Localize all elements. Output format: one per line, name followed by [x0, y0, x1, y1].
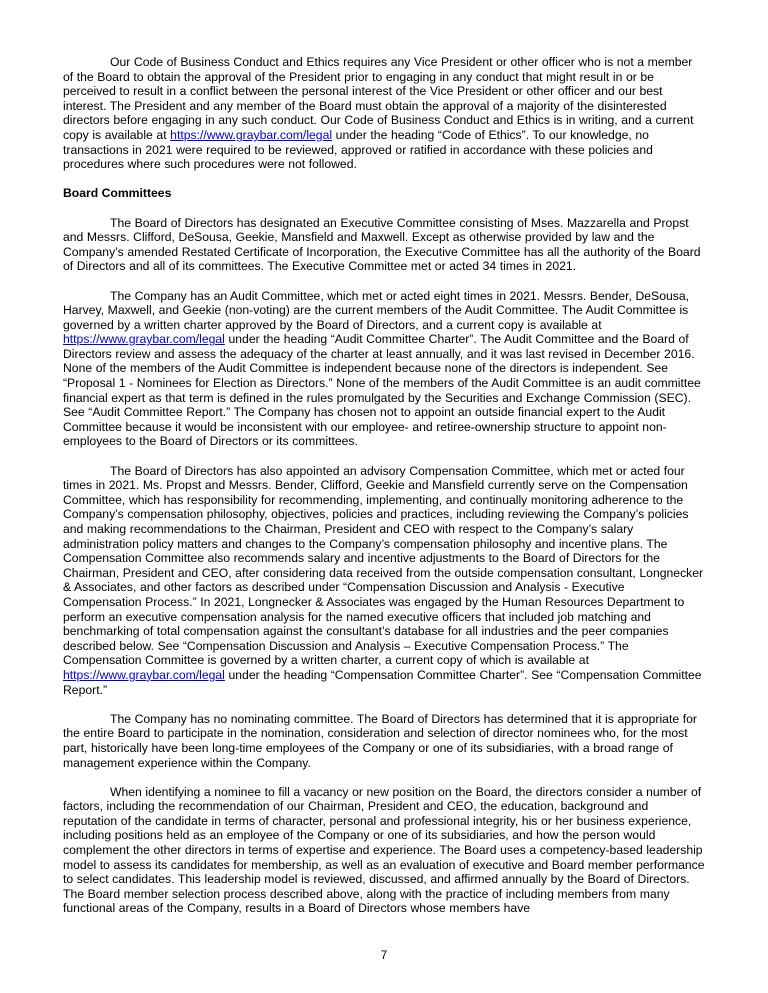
text-run: Our Code of Business Conduct and Ethics requires any Vice President or other officer who is not a member of the Board to obtain the approval of the President prior to engaging in any conduct that might result in or be perceived to result in a conflict between the personal interest of the Vice President or other officer and our best interest. The President and any member of the Board must obtain the approval of a majority of the disinterested directors before engaging in any such conduct. Our Code of Business Conduct and Ethics is in writing, and a current copy is available at	[63, 55, 694, 142]
page-number: 7	[380, 950, 388, 962]
text-run: under the heading “Audit Committee Charter”. The Audit Committee and the Board of Directors review and assess the adequacy of the charter at least annually, and it was last revised in December 2016. None of the members of the Audit Committee is independent because none of the directors is independent. See “Proposal 1 - Nominees for Election as Directors.” None of the members of the Audit Committee is an audit committee financial expert as that term is defined in the rules promulgated by the Securities and Exchange Commission (SEC). See “Audit Committee Report.” The Company has chosen not to appoint an outside financial expert to the Audit Committee because it would be inconsistent with our employee- and retiree-ownership structure to appoint non-employees to the Board of Directors or its committees.	[63, 332, 701, 449]
section-heading-board-committees: Board Committees	[63, 186, 172, 201]
text-run: The Company has an Audit Committee, which met or acted eight times in 2021. Messrs. Bender, DeSousa, Harvey, Maxwell, and Geekie (non-voting) are the current members of the Audit Committee. The Audit Committee is governed by a written charter approved by the Board of Directors, and a current copy is available at	[63, 288, 690, 332]
text-run: under the heading “Code of Ethics”. To our knowledge, no transactions in 2021 were required to be reviewed, approved or ratified in accordance with these policies and procedures where such procedures were not followed.	[63, 127, 653, 172]
graybar-legal-link[interactable]: https://www.graybar.com/legal	[170, 127, 333, 142]
graybar-legal-link[interactable]: https://www.graybar.com/legal	[63, 667, 225, 682]
paragraph-compensation-committee	[63, 464, 705, 698]
text-run: The Company has no nominating committee. The Board of Directors has determined that it is appropriate for the entire Board to participate in the nomination, consideration and selection of director nominees who, for the most part, historically have been long-time employees of the Company or one of its subsidiaries, with a broad range of management experience within the Company.	[63, 711, 697, 770]
paragraph-audit-committee	[63, 289, 705, 450]
graybar-legal-link[interactable]: https://www.graybar.com/legal	[63, 332, 225, 347]
paragraph-executive-committee	[63, 216, 705, 274]
paragraph-no-nominating-committee	[63, 712, 705, 770]
paragraph-code-of-ethics	[63, 55, 705, 172]
paragraph-nominee-identification	[63, 785, 705, 916]
text-run: The Board of Directors has also appointed an advisory Compensation Committee, which met or acted four times in 2021. Ms. Propst and Messrs. Bender, Clifford, Geekie and Mansfield currently serve on the Compensation Committee, which has responsibility for recommending, implementing, and continually monitoring adherence to the Company’s compensation philosophy, objectives, policies and practices, including reviewing the Company’s policies and making recommendations to the Chairman, President and CEO with respect to the Company’s salary administration policy matters and changes to the Company’s compensation philosophy and incentive plans. The Compensation Committee also recommends salary and incentive adjustments to the Board of Directors for the Chairman, President and CEO, after considering data received from the outside compensation consultant, Longnecker & Associates, and other factors as described under “Compensation Discussion and Analysis - Executive Compensation Process.” In 2021, Longnecker & Associates was engaged by the Human Resources Department to perform an executive compensation analysis for the named executive officers that included job matching and benchmarking of total compensation against the consultant’s database for all industries and the peer companies described below. See “Compensation Discussion and Analysis – Executive Compensation Process.” The Compensation Committee is governed by a written charter, a current copy of which is available at	[63, 463, 704, 668]
text-run: The Board of Directors has designated an Executive Committee consisting of Mses. Mazzarella and Propst and Messrs. Clifford, DeSousa, Geekie, Mansfield and Maxwell. Except as otherwise provided by law and the Company’s amended Restated Certificate of Incorporation, the Executive Committee has all the authority of the Board of Directors and all of its committees. The Executive Committee met or acted 34 times in 2021.	[63, 215, 701, 274]
text-run: under the heading “Compensation Committee Charter”. See “Compensation Committee Report.”	[63, 667, 702, 697]
document-body	[63, 55, 705, 916]
text-run: When identifying a nominee to fill a vacancy or new position on the Board, the directors consider a number of factors, including the recommendation of our Chairman, President and CEO, the education, background and reputation of the candidate in terms of character, personal and professional integrity, his or her business experience, including positions held as an employee of the Company or one of its subsidiaries, and how the person would complement the other directors in terms of expertise and experience. The Board uses a competency-based leadership model to assess its candidates for membership, as well as an evaluation of executive and Board member performance to select candidates. This leadership model is reviewed, discussed, and affirmed annually by the Board of Directors. The Board member selection process described above, along with the practice of including members from many functional areas of the Company, results in a Board of Directors whose members have	[63, 784, 705, 916]
